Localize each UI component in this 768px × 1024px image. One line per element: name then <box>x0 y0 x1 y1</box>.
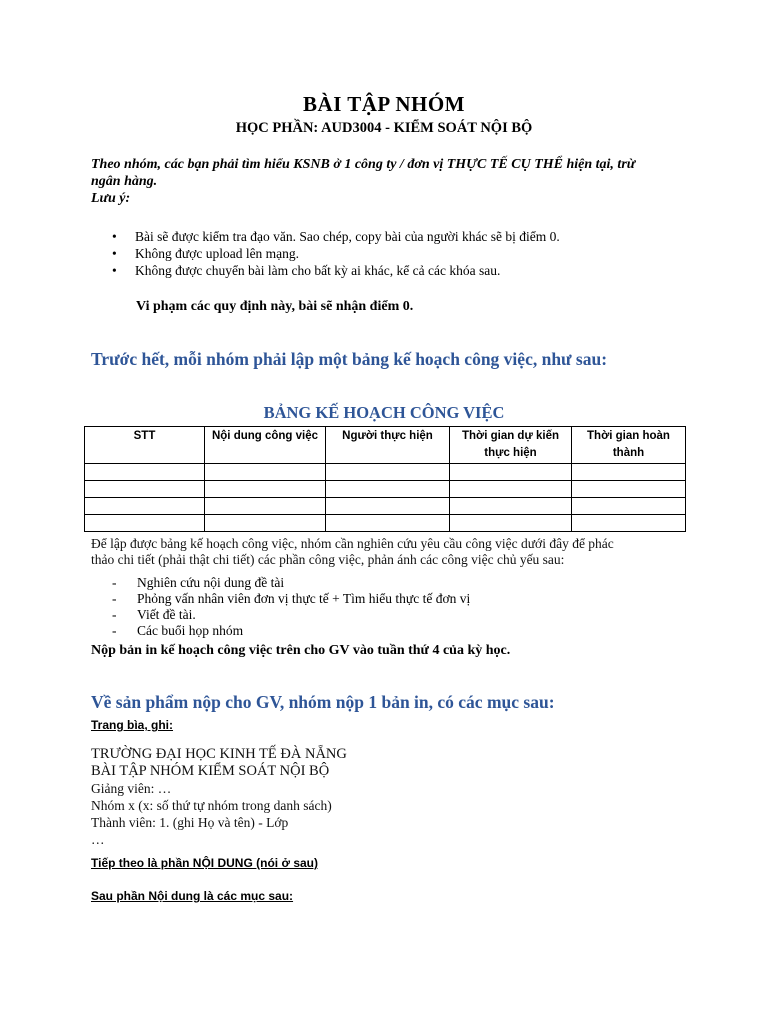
table-header-row <box>85 427 686 464</box>
cover-members: Thành viên: 1. (ghi Họ và tên) - Lớp <box>91 815 289 830</box>
table-title: BẢNG KẾ HOẠCH CÔNG VIỆC <box>263 403 505 422</box>
task-item: - Viết đề tài. <box>112 607 470 623</box>
table-cell[interactable] <box>205 481 326 498</box>
table-row <box>85 498 686 515</box>
task-item: - Các buổi họp nhóm <box>112 623 470 639</box>
intro-note: Lưu ý: <box>91 191 131 206</box>
cover-page-label: Trang bìa, ghi: <box>91 718 174 732</box>
cover-lecturer: Giảng viên: … <box>91 781 172 796</box>
table-cell[interactable] <box>450 481 572 498</box>
submit-instruction: Nộp bản in kế hoạch công việc trên cho GV vào tuần thứ 4 của kỳ học. <box>91 643 511 658</box>
rules-list <box>112 228 712 279</box>
table-cell[interactable] <box>572 515 686 532</box>
column-header: Thời gian hoàn thành <box>572 427 686 464</box>
rule-item: • Bài sẽ được kiểm tra đạo văn. Sao chép, copy bài của người khác sẽ bị điểm 0. <box>112 228 712 245</box>
table-cell[interactable] <box>85 498 205 515</box>
table-cell[interactable] <box>572 498 686 515</box>
table-cell[interactable] <box>450 515 572 532</box>
cover-assignment: BÀI TẬP NHÓM KIỂM SOÁT NỘI BỘ <box>91 763 330 779</box>
content-section-label: Tiếp theo là phần NỘI DUNG (nói ở sau) <box>91 856 318 870</box>
intro-line-1: Theo nhóm, các bạn phải tìm hiểu KSNB ở 1 công ty / đơn vị THỰC TẾ CỤ THỂ hiện tại, trừ <box>91 157 636 172</box>
plan-instructions <box>91 536 691 568</box>
warning-text: Vi phạm các quy định này, bài sẽ nhận điểm 0. <box>136 299 414 314</box>
table-cell[interactable] <box>85 515 205 532</box>
rule-item: • Không được upload lên mạng. <box>112 245 712 262</box>
cover-university: TRƯỜNG ĐẠI HỌC KINH TẾ ĐÀ NẴNG <box>91 746 347 762</box>
table-cell[interactable] <box>85 464 205 481</box>
plan-instructions-line-2: thảo chi tiết (phải thật chi tiết) các phần công việc, phản ánh các công việc chủ yếu sau: <box>91 552 565 567</box>
table-cell[interactable] <box>205 515 326 532</box>
section-heading-plan: Trước hết, mỗi nhóm phải lập một bảng kế hoạch công việc, như sau: <box>91 349 608 369</box>
section-heading-product: Về sản phẩm nộp cho GV, nhóm nộp 1 bản in, có các mục sau: <box>91 692 555 712</box>
after-content-label: Sau phần Nội dung là các mục sau: <box>91 889 294 903</box>
plan-instructions-line-1: Để lập được bảng kế hoạch công việc, nhóm cần nghiên cứu yêu cầu công việc dưới đây để phác <box>91 536 614 551</box>
table-cell[interactable] <box>450 498 572 515</box>
table-cell[interactable] <box>450 464 572 481</box>
table-cell[interactable] <box>572 481 686 498</box>
cover-ellipsis: … <box>91 832 105 847</box>
work-plan-table <box>84 426 686 532</box>
table-cell[interactable] <box>572 464 686 481</box>
task-list <box>112 575 470 639</box>
cover-page-content <box>91 746 347 848</box>
task-item: - Nghiên cứu nội dung đề tài <box>112 575 470 591</box>
cover-group: Nhóm x (x: số thứ tự nhóm trong danh sách) <box>91 798 332 813</box>
column-header: Thời gian dự kiến thực hiện <box>450 427 572 464</box>
task-item: - Phỏng vấn nhân viên đơn vị thực tế + Tìm hiểu thực tế đơn vị <box>112 591 470 607</box>
table-cell[interactable] <box>326 481 450 498</box>
table-cell[interactable] <box>326 515 450 532</box>
table-cell[interactable] <box>205 498 326 515</box>
intro-paragraph <box>91 156 701 207</box>
column-header: Nội dung công việc <box>205 427 326 464</box>
table-row <box>85 515 686 532</box>
table-cell[interactable] <box>326 464 450 481</box>
table-cell[interactable] <box>205 464 326 481</box>
column-header: Người thực hiện <box>326 427 450 464</box>
document-title: BÀI TẬP NHÓM <box>303 92 465 116</box>
table-row <box>85 481 686 498</box>
table-cell[interactable] <box>85 481 205 498</box>
rule-item: • Không được chuyển bài làm cho bất kỳ ai khác, kể cả các khóa sau. <box>112 262 712 279</box>
table-row <box>85 464 686 481</box>
document-subtitle: HỌC PHẦN: AUD3004 - KIỂM SOÁT NỘI BỘ <box>235 120 533 136</box>
intro-line-2: ngân hàng. <box>91 174 158 189</box>
table-cell[interactable] <box>326 498 450 515</box>
column-header: STT <box>85 427 205 464</box>
